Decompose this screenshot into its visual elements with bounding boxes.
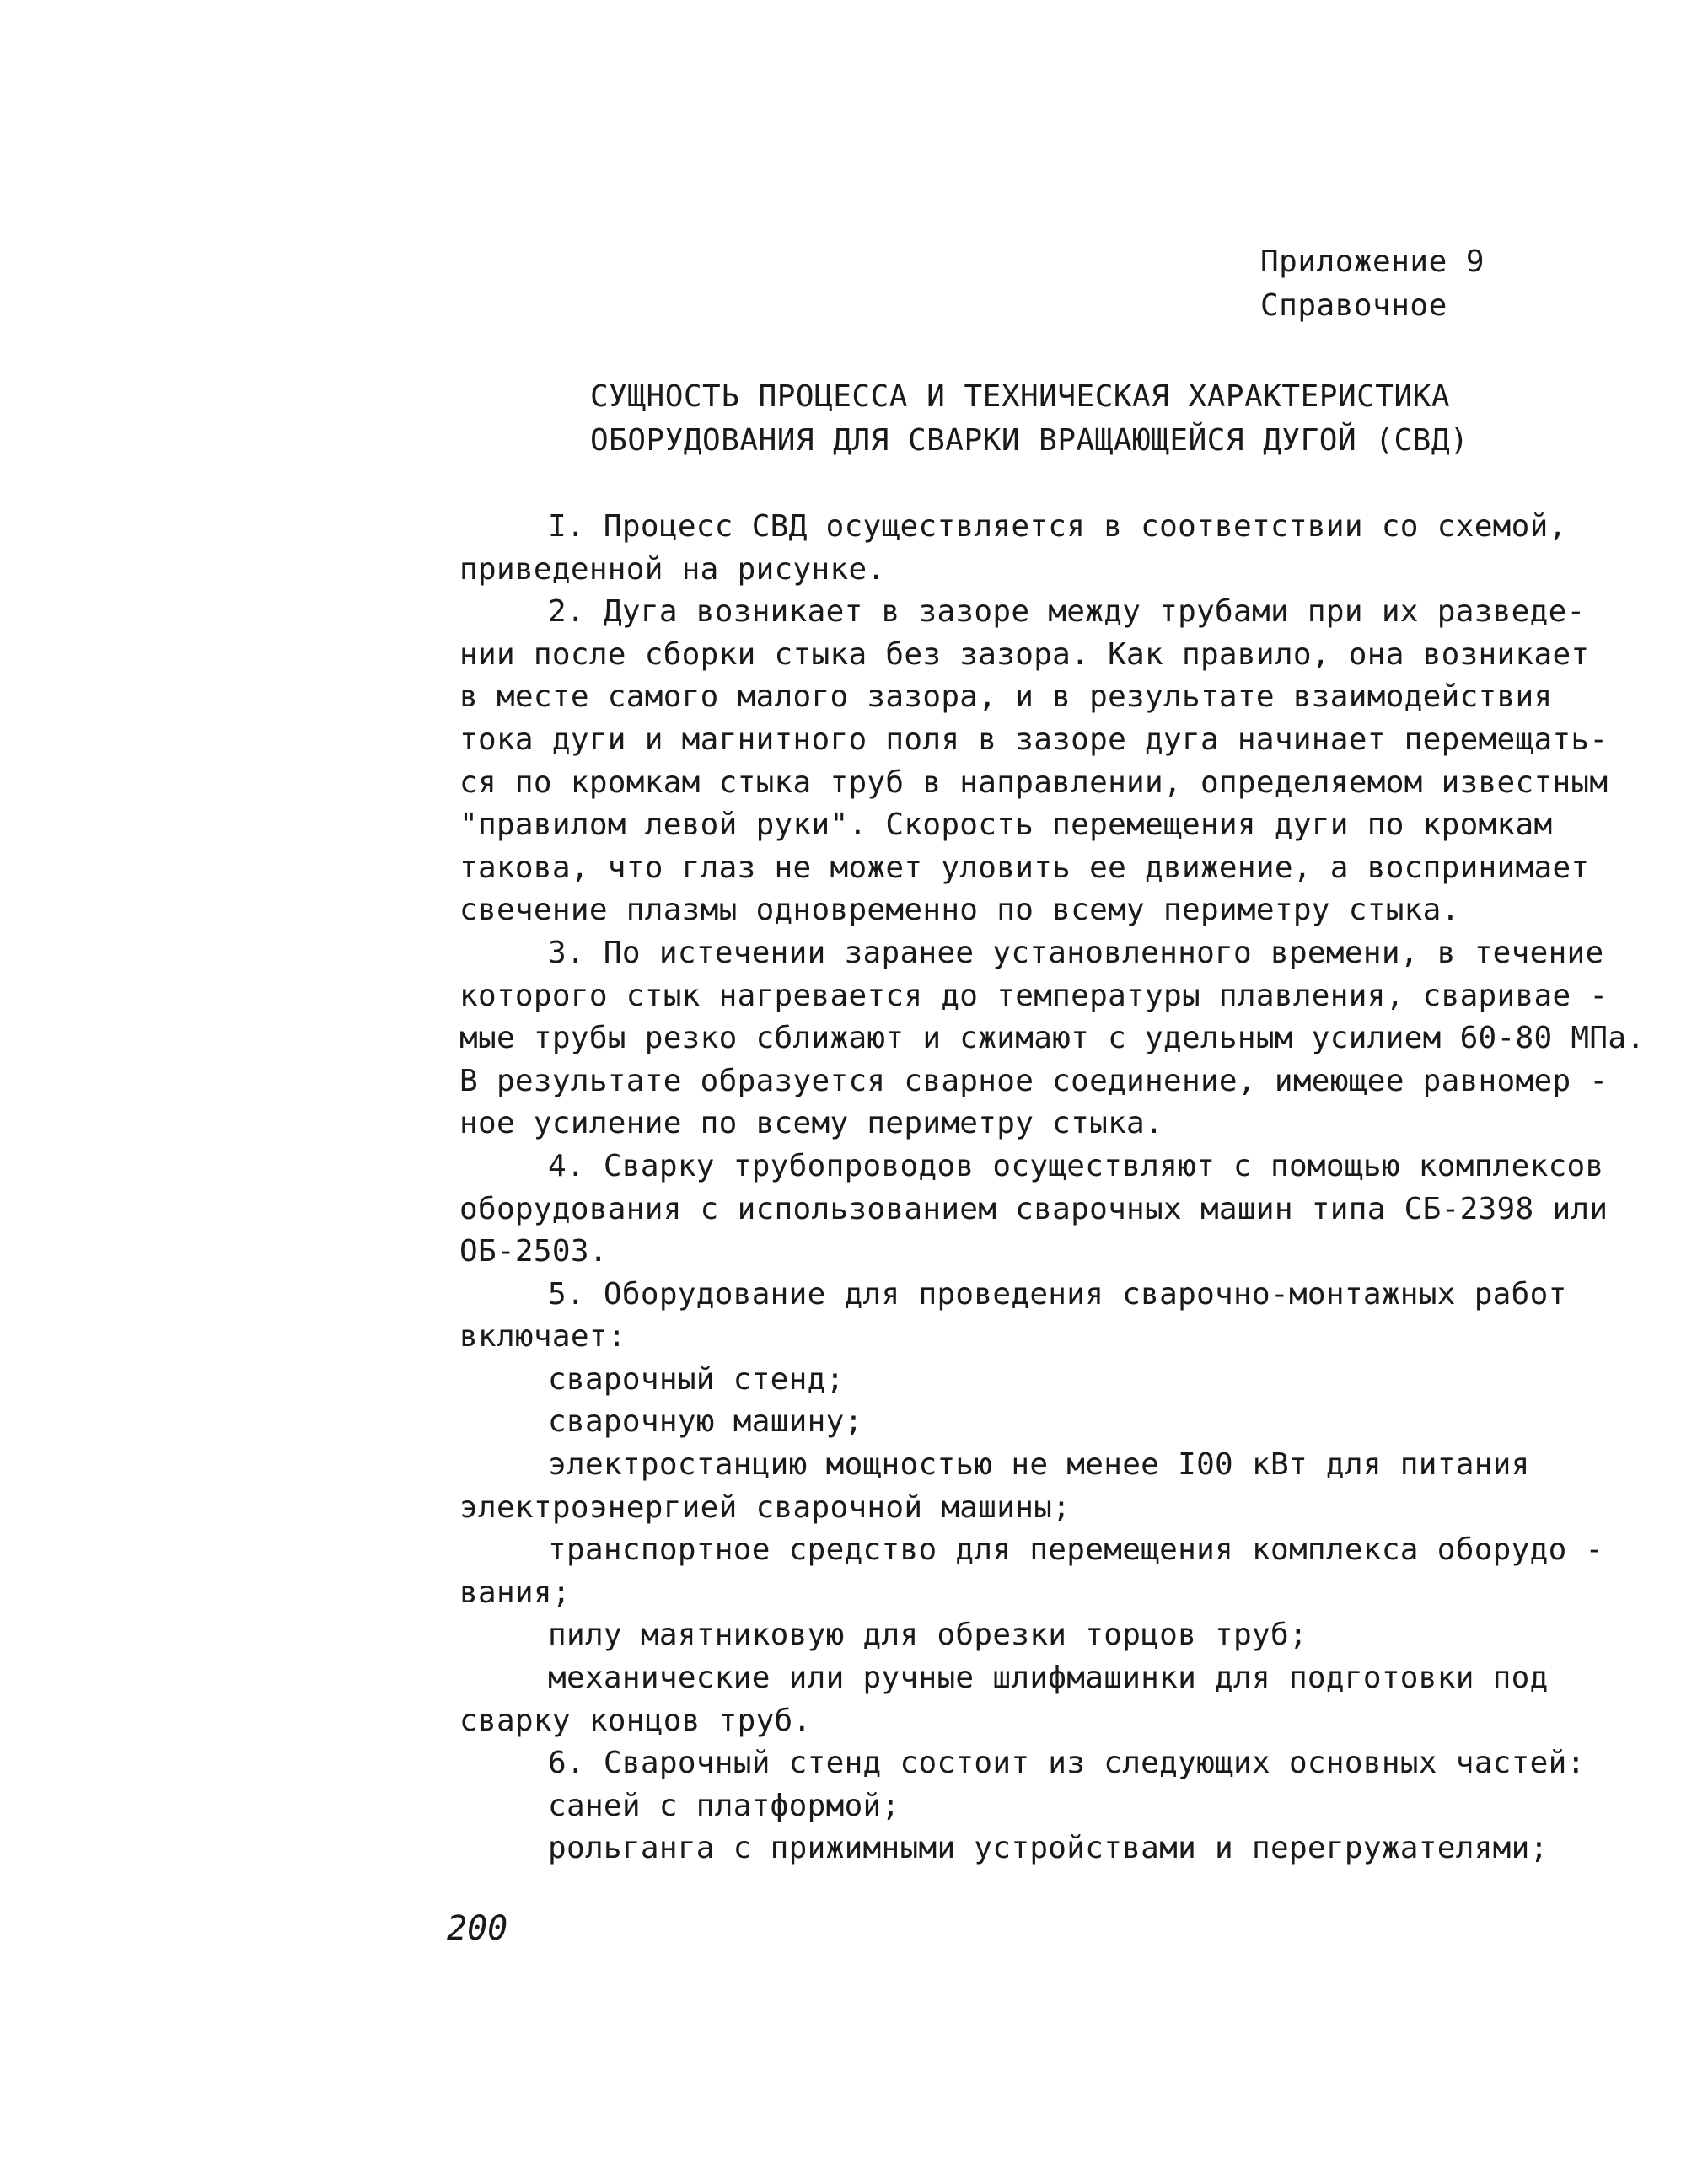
text-line: I. Процесс СВД осуществляется в соответствии со схемой, [548, 509, 1567, 544]
body-text [459, 506, 1646, 1870]
text-line: мые трубы резко сближают и сжимают с удельным усилием 60-80 МПа. [459, 1021, 1646, 1056]
text-line: нии после сборки стыка без зазора. Как правило, она возникает [459, 636, 1590, 672]
text-line: оборудования с использованием сварочных машин типа СБ-2398 или [459, 1191, 1608, 1226]
page-number: 200 [447, 1909, 508, 1948]
text-line: 3. По истечении заранее установленного времени, в течение [548, 935, 1604, 970]
text-line: пилу маятниковую для обрезки торцов труб; [548, 1618, 1308, 1653]
text-line: транспортное средство для перемещения комплекса оборудо - [548, 1532, 1604, 1568]
appendix-type: Справочное [1260, 288, 1447, 323]
text-line: которого стык нагревается до температуры плавления, сваривае - [459, 978, 1608, 1013]
text-line: 2. Дуга возникает в зазоре между трубами при их разведе- [548, 594, 1586, 630]
title-line-2: ОБОРУДОВАНИЯ ДЛЯ СВАРКИ ВРАЩАЮЩЕЙСЯ ДУГОЙ (СВД) [590, 423, 1469, 458]
text-line: 5. Оборудование для проведения сварочно-монтажных работ [548, 1276, 1567, 1312]
text-line: включает: [459, 1319, 626, 1355]
text-line: В результате образуется сварное соединение, имеющее равномер - [459, 1063, 1608, 1098]
title-line-1: СУЩНОСТЬ ПРОЦЕССА И ТЕХНИЧЕСКАЯ ХАРАКТЕРИСТИКА [590, 379, 1450, 414]
text-line: сварку концов труб. [459, 1703, 812, 1738]
text-line: "правилом левой руки". Скорость перемещения дуги по кромкам [459, 808, 1553, 843]
text-line: ОБ-2503. [459, 1234, 608, 1269]
appendix-header [1260, 240, 1485, 328]
text-line: тока дуги и магнитного поля в зазоре дуга начинает перемещать- [459, 722, 1608, 757]
text-line: сварочную машину; [548, 1404, 863, 1440]
text-line: механические или ручные шлифмашинки для подготовки под [548, 1661, 1549, 1696]
text-line: электростанцию мощностью не менее I00 кВт для питания [548, 1447, 1530, 1483]
text-line: ное усиление по всему периметру стыка. [459, 1106, 1164, 1141]
text-line: рольганга с прижимными устройствами и перегружателями; [548, 1831, 1549, 1866]
text-line: 4. Сварку трубопроводов осуществляют с помощью комплексов [548, 1148, 1604, 1183]
text-line: сварочный стенд; [548, 1361, 845, 1397]
text-line: 6. Сварочный стенд состоит из следующих основных частей: [548, 1746, 1586, 1781]
appendix-number: Приложение 9 [1260, 244, 1485, 279]
text-line: вания; [459, 1575, 571, 1610]
text-line: электроэнергией сварочной машины; [459, 1489, 1071, 1525]
text-line: в месте самого малого зазора, и в результате взаимодействия [459, 679, 1553, 715]
document-title [590, 375, 1469, 463]
text-line: такова, что глаз не может уловить ее движение, а воспринимает [459, 850, 1590, 885]
text-line: саней с платформой; [548, 1788, 900, 1823]
text-line: свечение плазмы одновременно по всему периметру стыка. [459, 893, 1460, 928]
text-line: ся по кромкам стыка труб в направлении, определяемом известным [459, 765, 1608, 800]
text-line: приведенной на рисунке. [459, 551, 886, 587]
